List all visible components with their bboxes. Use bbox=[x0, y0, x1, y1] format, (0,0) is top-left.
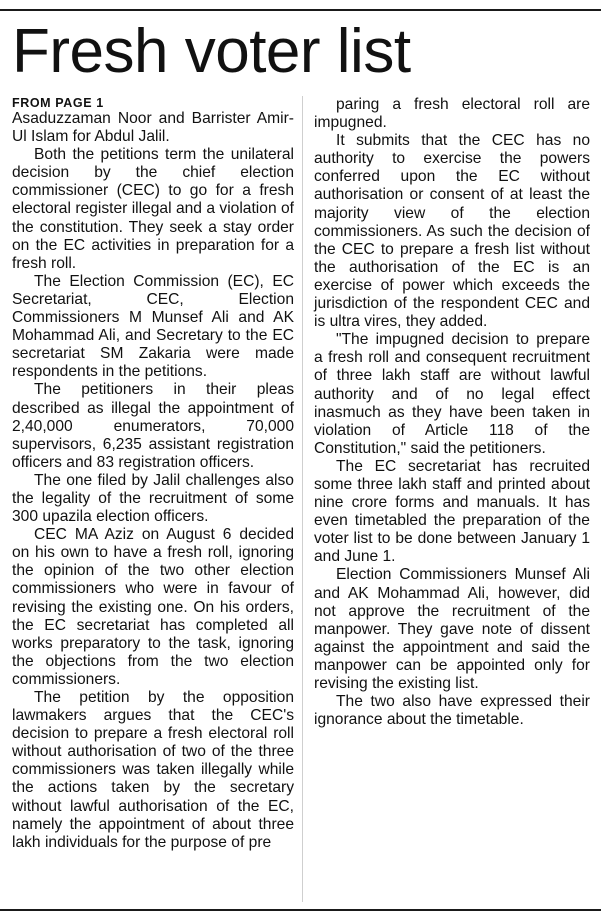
paragraph: CEC MA Aziz on August 6 decided on his own to have a fresh roll, ignoring the opinion of the two other election commissioners who were in favour of revising the existing one. On his orders, the EC secretariat has completed all works preparatory to the task, ignoring the objections from the two election commissioners. bbox=[12, 526, 294, 688]
left-column bbox=[12, 96, 294, 852]
paragraph: The EC secretariat has recruited some three lakh staff and printed about nine crore forms and manuals. It has even timetabled the preparation of the voter list to be done between January 1 and June 1. bbox=[314, 457, 590, 566]
paragraph: It submits that the CEC has no authority to exercise the powers conferred upon the EC without authorisation or consent of at least the majority view of the election commissioners. As such the decision of the CEC to prepare a fresh list without the authorisation of the EC is an exercise of power which exceeds the jurisdiction of the respondent CEC and is ultra vires, they added. bbox=[314, 132, 590, 331]
paragraph: The one filed by Jalil challenges also the legality of the recruitment of some 300 upazila election officers. bbox=[12, 471, 294, 526]
top-rule bbox=[0, 9, 601, 11]
paragraph: The petition by the opposition lawmakers argues that the CEC's decision to prepare a fresh electoral roll without authorisation of two of the three commissioners was taken illegally while the actions taken by the secretary without lawful authorisation of the EC, namely the appointment of about three lakh individuals for the purpose of pre bbox=[12, 689, 294, 851]
paragraph: "The impugned decision to prepare a fresh roll and consequent recruitment of three lakh staff are without lawful authority and of no legal effect inasmuch as they have been taken in violation of Article 118 of the Constitution," said the petitioners. bbox=[314, 331, 590, 457]
paragraph: paring a fresh electoral roll are impugned. bbox=[314, 96, 590, 132]
headline: Fresh voter list bbox=[12, 17, 411, 86]
kicker-from-page: FROM PAGE 1 bbox=[12, 96, 104, 110]
paragraph: The petitioners in their pleas described as illegal the appointment of 2,40,000 enumerators, 70,000 supervisors, 6,235 assistant registration officers and 83 registration officers. bbox=[12, 381, 294, 471]
paragraph: Both the petitions term the unilateral decision by the chief election commissioner (CEC) to go for a fresh electoral register illegal and a violation of the constitution. They seek a stay order on the EC activities in preparation for a fresh roll. bbox=[12, 146, 294, 272]
paragraph: Election Commissioners Munsef Ali and AK Mohammad Ali, however, did not approve the recruitment of the manpower. They gave note of dissent against the appointment and said the manpower can be appointed only for revising the existing list. bbox=[314, 566, 590, 692]
paragraph: The Election Commission (EC), EC Secretariat, CEC, Election Commissioners M Munsef Ali and AK Mohammad Ali, and Secretary to the EC secretariat SM Zakaria were made respondents in the petitions. bbox=[12, 272, 294, 381]
column-divider bbox=[302, 96, 303, 902]
right-column bbox=[314, 96, 590, 729]
paragraph: Asaduzzaman Noor and Barrister Amir- Ul Islam for Abdul Jalil. bbox=[12, 110, 294, 146]
paragraph: The two also have expressed their ignorance about the timetable. bbox=[314, 693, 590, 729]
bottom-rule bbox=[0, 909, 601, 911]
